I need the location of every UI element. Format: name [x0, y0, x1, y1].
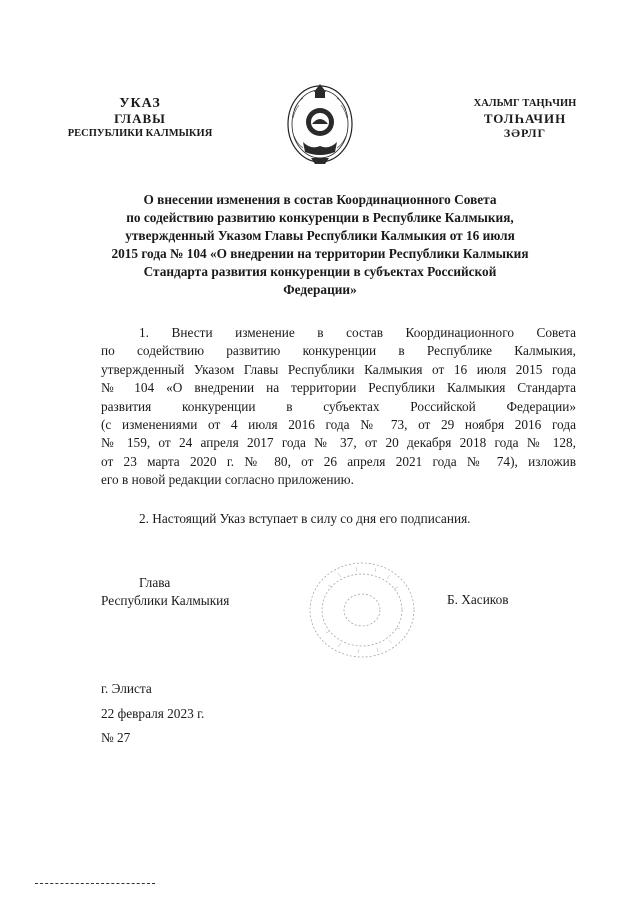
signatory-name: Б. Хасиков — [447, 592, 509, 607]
header-right-line1: ХАЛЬМГ ТАҢҺЧИН — [473, 98, 577, 109]
paragraph-line: его в новой редакции согласно приложению. — [101, 472, 354, 488]
paragraph-line: № 159, от 24 апреля 2017 года № 37, от 20 декабря 2018 года № 128, — [101, 435, 576, 451]
body-paragraph-2 — [101, 510, 576, 528]
title-line: Федерации» — [283, 282, 357, 297]
title-line: О внесении изменения в состав Координационного Совета — [143, 192, 497, 207]
body-paragraph-1 — [101, 324, 576, 490]
paragraph-line: № 104 «О внедрении на территории Республики Калмыкия Стандарта — [101, 380, 576, 396]
header-right-kalmyk — [450, 96, 600, 141]
official-seal-stamp-icon — [298, 555, 426, 665]
decree-date: 22 февраля 2023 г. — [101, 706, 205, 721]
decree-number: № 27 — [101, 730, 131, 745]
paragraph-line: от 23 марта 2020 г. № 80, от 26 апреля 2021 года № 74), изложив — [101, 453, 576, 469]
signatory-position-line2: Республики Калмыкия — [101, 593, 230, 608]
paragraph-line: по содействию развитию конкуренции в Республике Калмыкия, — [101, 343, 576, 359]
header-left-russian — [60, 96, 220, 141]
title-line: по содействию развитию конкуренции в Республике Калмыкия, — [126, 210, 514, 225]
paragraph-line: утвержденный Указом Главы Республики Калмыкия от 16 июля 2015 года — [101, 361, 576, 377]
paragraph-line: 2. Настоящий Указ вступает в силу со дня его подписания. — [139, 511, 471, 526]
paragraph-line: 1. Внести изменение в состав Координационного Совета — [139, 325, 576, 340]
footnote-divider — [35, 883, 155, 884]
coat-of-arms-icon — [285, 80, 355, 166]
decree-title — [90, 191, 550, 299]
title-line: Стандарта развития конкуренции в субъектах Российской — [143, 264, 497, 279]
signatory-position — [101, 574, 229, 610]
paragraph-line: развития конкуренции в субъектах Российской Федерации» — [101, 398, 576, 414]
header-right-line3: ЗӘРЛГ — [503, 126, 547, 140]
place-of-signing: г. Элиста — [101, 681, 152, 696]
header-right-line2: ТОЛҺАЧИН — [483, 111, 567, 126]
header-left-line1: УКАЗ — [119, 96, 161, 111]
title-line: 2015 года № 104 «О внедрении на территории Республики Калмыкия — [111, 246, 529, 261]
title-line: утвержденный Указом Главы Республики Калмыкия от 16 июля — [125, 228, 515, 243]
header-left-line2: ГЛАВЫ — [114, 111, 166, 126]
paragraph-line: (с изменениями от 4 июля 2016 года № 73, от 29 ноября 2016 года — [101, 417, 576, 433]
signatory-position-line1: Глава — [139, 575, 171, 590]
header-left-line3: РЕСПУБЛИКИ КАЛМЫКИЯ — [67, 128, 213, 139]
